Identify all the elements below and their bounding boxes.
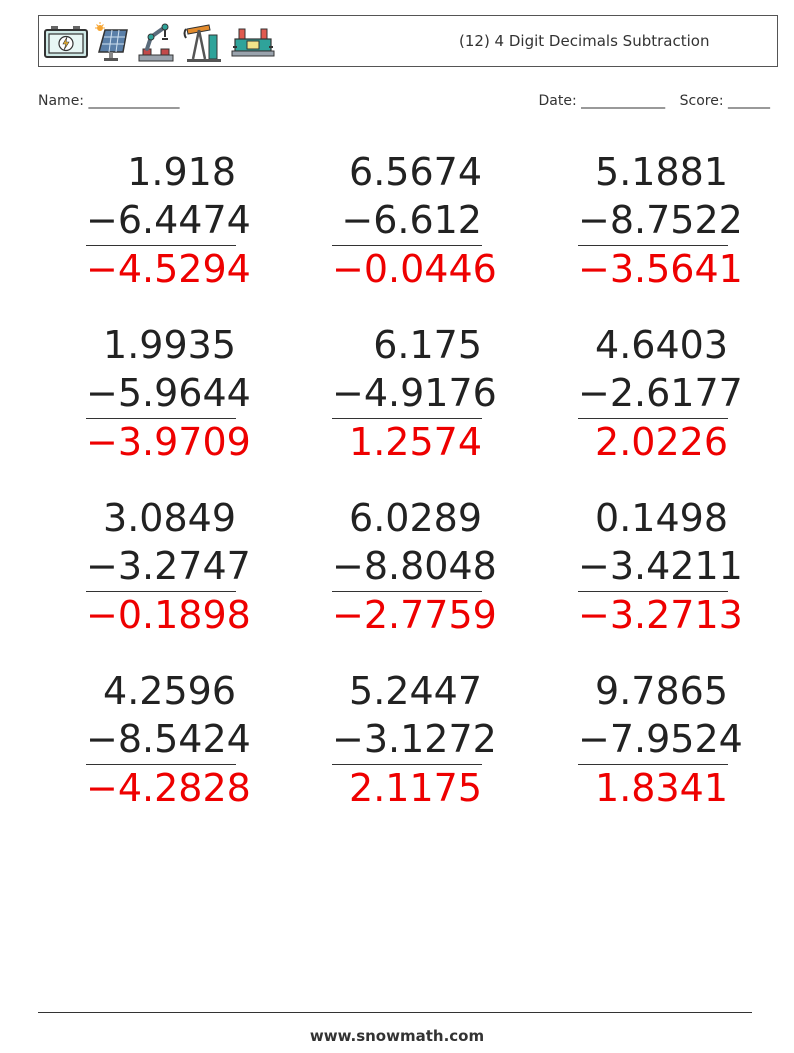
problem-6: [578, 321, 743, 466]
subtrahend: −6.4474: [86, 198, 251, 242]
problem-8: [332, 494, 497, 639]
robot-arm-icon: [135, 21, 177, 63]
score-field: Score: ______: [679, 93, 770, 109]
problem-12: [578, 667, 743, 812]
footer-site: www.snowmath.com: [309, 1027, 485, 1045]
problem-9: [578, 494, 743, 639]
minuend: 0.1498: [595, 496, 728, 540]
answer: −3.5641: [578, 247, 743, 291]
subtrahend: −6.612: [341, 198, 482, 242]
minuend: 4.2596: [103, 669, 236, 713]
battery-icon: [43, 25, 89, 59]
footer-divider: [38, 1012, 752, 1013]
oil-pump-icon: [183, 21, 225, 63]
minuend: 6.0289: [349, 496, 482, 540]
subtrahend: −3.2747: [86, 544, 251, 588]
subtrahend: −4.9176: [332, 371, 497, 415]
worksheet-header: [38, 15, 778, 67]
subtrahend: −3.4211: [578, 544, 743, 588]
name-field: Name: _____________: [38, 93, 180, 109]
answer: 2.1175: [349, 766, 482, 810]
minuend: 1.9935: [103, 323, 236, 367]
problem-7: [86, 494, 251, 639]
minuend: 5.1881: [595, 150, 728, 194]
minuend: 6.5674: [349, 150, 482, 194]
problem-5: [332, 321, 497, 466]
problem-3: [578, 148, 743, 293]
subtrahend: −3.1272: [332, 717, 497, 761]
minuend: 9.7865: [595, 669, 728, 713]
subtrahend: −2.6177: [578, 371, 743, 415]
date-field: Date: ____________: [538, 93, 666, 109]
subtrahend: −5.9644: [86, 371, 251, 415]
minuend: 6.175: [373, 323, 482, 367]
answer: −4.5294: [86, 247, 251, 291]
problem-10: [86, 667, 251, 812]
answer: 1.2574: [349, 420, 482, 464]
worksheet-title: (12) 4 Digit Decimals Subtraction: [459, 32, 710, 50]
minuend: 4.6403: [595, 323, 728, 367]
problem-1: [86, 148, 251, 293]
subtrahend: −7.9524: [578, 717, 743, 761]
subtrahend: −8.7522: [578, 198, 743, 242]
answer: −3.2713: [578, 593, 743, 637]
solar-panel-icon: [95, 22, 129, 62]
answer: −2.7759: [332, 593, 497, 637]
header-icons: [43, 21, 275, 63]
problem-11: [332, 667, 497, 812]
answer: 2.0226: [595, 420, 728, 464]
answer: −0.1898: [86, 593, 251, 637]
answer: −3.9709: [86, 420, 251, 464]
answer: −0.0446: [332, 247, 497, 291]
problem-2: [332, 148, 497, 293]
answer: 1.8341: [595, 766, 728, 810]
subtrahend: −8.8048: [332, 544, 497, 588]
date-score-fields: [529, 93, 770, 109]
answer: −4.2828: [86, 766, 251, 810]
problem-4: [86, 321, 251, 466]
factory-machine-icon: [231, 25, 275, 59]
minuend: 3.0849: [103, 496, 236, 540]
minuend: 5.2447: [349, 669, 482, 713]
subtrahend: −8.5424: [86, 717, 251, 761]
minuend: 1.918: [127, 150, 236, 194]
